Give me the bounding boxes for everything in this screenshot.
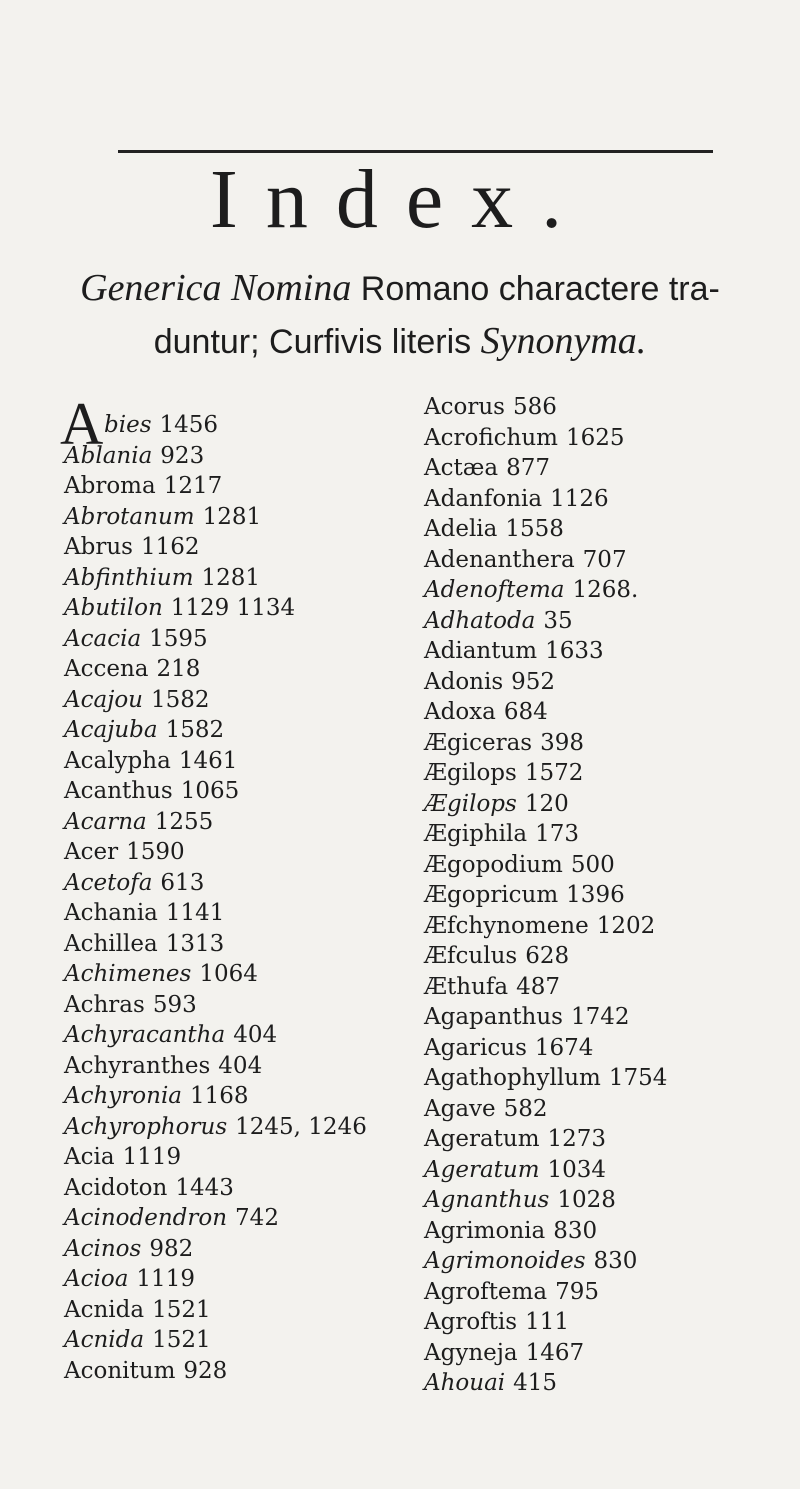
entry-page: 628: [525, 943, 570, 969]
entry-page: 1742: [570, 1004, 630, 1030]
entry-name: Accena: [64, 656, 149, 682]
index-entry: [424, 941, 667, 972]
index-entry: [424, 819, 667, 850]
entry-name: Agathophyllum: [424, 1065, 601, 1091]
entry-name: Acajuba: [64, 717, 158, 743]
entry-page: 415: [513, 1370, 558, 1396]
index-entry: [64, 685, 367, 716]
index-entry: [424, 1033, 667, 1064]
index-entry: [64, 1051, 367, 1082]
index-entry: [64, 624, 367, 655]
entry-page: 404: [233, 1022, 278, 1048]
index-entry: [424, 1002, 667, 1033]
entry-name: bies: [104, 412, 152, 438]
entry-name: Adiantum: [424, 638, 538, 664]
entry-page: 1572: [524, 760, 584, 786]
index-entry: [424, 1155, 667, 1186]
entry-name: Abrotanum: [64, 503, 195, 530]
entry-name: Agroftis: [424, 1309, 518, 1335]
entry-name: Achras: [64, 991, 145, 1018]
entry-page: 830: [553, 1217, 598, 1244]
entry-page: 1245, 1246: [235, 1113, 367, 1140]
entry-name: Acorus: [424, 394, 505, 420]
entry-page: 1582: [165, 717, 225, 743]
entry-page: 684: [503, 699, 548, 725]
entry-page: 1595: [149, 625, 208, 652]
entry-page: 173: [535, 821, 579, 847]
entry-name: Acinodendron: [64, 1205, 228, 1231]
entry-page: 35: [543, 607, 573, 634]
index-entry: [424, 606, 667, 637]
index-column-left: [64, 410, 367, 1386]
entry-page: 1461: [178, 747, 238, 774]
entry-name: Acanthus: [64, 778, 173, 804]
index-entry: [424, 911, 667, 942]
entry-name: Achimenes: [64, 961, 192, 987]
page-title: Index.: [209, 153, 591, 246]
entry-page: 1119: [136, 1266, 195, 1292]
index-entry: [64, 746, 367, 777]
entry-page: 952: [511, 668, 556, 695]
entry-page: 404: [218, 1052, 263, 1079]
entry-name: Actæa: [424, 455, 499, 481]
index-entry: [424, 1246, 667, 1277]
index-entry: [424, 758, 667, 789]
entry-name: Achyracantha: [64, 1022, 226, 1048]
index-entry: [424, 789, 667, 820]
index-entry: [64, 898, 367, 929]
index-entry: [64, 471, 367, 502]
index-entry: [64, 532, 367, 563]
entry-page: 1443: [175, 1174, 234, 1201]
drop-cap: A: [60, 391, 104, 457]
entry-page: 1273: [547, 1126, 607, 1152]
entry-page: 1028: [557, 1187, 616, 1213]
index-entry: [424, 880, 667, 911]
entry-page: 1582: [151, 686, 210, 713]
entry-name: Abutilon: [64, 595, 163, 621]
index-entry: [64, 1203, 367, 1234]
index-entry: [424, 1338, 667, 1369]
entry-page: 586: [512, 394, 557, 420]
subtitle-generic-names: Generica Nomina: [80, 267, 352, 309]
entry-page: 500: [570, 851, 615, 878]
index-entry: [424, 850, 667, 881]
index-entry: [64, 959, 367, 990]
entry-page: 1590: [126, 839, 185, 865]
entry-name: Acetofa: [64, 869, 153, 896]
entry-page: 1065: [180, 778, 240, 804]
index-entry: [64, 715, 367, 746]
entry-name: Acer: [64, 839, 119, 865]
entry-page: 398: [540, 729, 585, 756]
entry-name: Ægopodium: [424, 851, 563, 878]
index-entry: [64, 990, 367, 1021]
entry-page: 218: [156, 656, 201, 682]
entry-page: 830: [593, 1248, 638, 1274]
entry-page: 1064: [199, 961, 258, 987]
entry-page: 1633: [545, 638, 604, 664]
entry-page: 742: [235, 1205, 279, 1231]
entry-page: 877: [506, 455, 550, 481]
entry-name: Agrimonoides: [424, 1248, 586, 1274]
entry-name: Abroma: [64, 473, 156, 499]
index-entry: [424, 728, 667, 759]
index-entry: [424, 1063, 667, 1094]
entry-page: 1521: [152, 1327, 211, 1353]
index-entry: [424, 392, 667, 423]
entry-name: Abfinthium: [64, 564, 194, 591]
entry-name: Adenoftema: [424, 577, 565, 603]
entry-page: 1281: [202, 503, 262, 530]
index-entry: [424, 1216, 667, 1247]
entry-page: 593: [152, 991, 197, 1018]
entry-name: Acinos: [64, 1235, 142, 1262]
index-entry: [424, 1094, 667, 1125]
entry-page: 1168: [190, 1083, 249, 1109]
index-entry: [64, 1081, 367, 1112]
entry-page: 1313: [165, 930, 225, 957]
entry-name: Agave: [424, 1095, 496, 1122]
entry-name: Acrofichum: [424, 424, 558, 451]
entry-page: 923: [160, 442, 205, 469]
index-entry: [64, 654, 367, 685]
entry-name: Achyrophorus: [64, 1113, 228, 1140]
entry-page: 1268.: [572, 577, 639, 603]
entry-page: 795: [555, 1278, 599, 1305]
entry-name: Acacia: [64, 625, 142, 652]
index-entry: [64, 1112, 367, 1143]
entry-page: 1456: [159, 412, 219, 438]
entry-page: 111: [525, 1309, 569, 1335]
entry-page: 982: [149, 1235, 194, 1262]
index-entry: [424, 636, 667, 667]
index-entry: [64, 502, 367, 533]
entry-page: 1467: [525, 1339, 585, 1366]
index-entry: [424, 1368, 667, 1399]
entry-name: Abrus: [64, 534, 133, 560]
index-entry: [64, 776, 367, 807]
index-entry: [64, 1234, 367, 1265]
index-entry: [424, 575, 667, 606]
index-entry: [64, 1142, 367, 1173]
index-entry: [424, 697, 667, 728]
entry-name: Acidoton: [64, 1174, 168, 1201]
entry-name: Æthufa: [424, 973, 509, 1000]
entry-name: Agrimonia: [424, 1217, 546, 1244]
entry-page: 613: [160, 869, 205, 896]
entry-name: Adanfonia: [424, 485, 543, 512]
entry-name: Acnida: [64, 1327, 145, 1353]
entry-name: Ageratum: [424, 1126, 540, 1152]
index-entry: [64, 1295, 367, 1326]
subtitle-text-1: Romano charactere tra-: [351, 270, 720, 308]
index-entry: [424, 1185, 667, 1216]
entry-name: Acnida: [64, 1296, 145, 1323]
entry-name: Agnanthus: [424, 1187, 550, 1213]
entry-page: 1141: [165, 900, 225, 926]
index-entry: [64, 868, 367, 899]
entry-page: 1129 1134: [170, 595, 296, 621]
index-entry: [64, 593, 367, 624]
entry-name: Acalypha: [64, 747, 171, 774]
entry-name: Ageratum: [424, 1156, 540, 1183]
entry-name: Acia: [64, 1144, 115, 1170]
entry-name: Adoxa: [424, 699, 496, 725]
entry-page: 1119: [122, 1144, 182, 1170]
index-entry: [64, 807, 367, 838]
index-column-right: [424, 392, 667, 1399]
entry-page: 1202: [596, 912, 656, 939]
index-entry: [424, 1124, 667, 1155]
subtitle-text-2: duntur; Curfivis literis: [153, 323, 481, 361]
entry-page: 1034: [547, 1156, 607, 1183]
index-entry: [64, 410, 367, 441]
entry-page: 1162: [140, 534, 200, 560]
entry-name: Adonis: [424, 668, 504, 695]
entry-page: 120: [524, 790, 569, 817]
entry-page: 487: [516, 973, 561, 1000]
index-entry: [64, 441, 367, 472]
index-entry: [64, 1020, 367, 1051]
entry-name: Ægiceras: [424, 729, 533, 756]
index-entry: [64, 1264, 367, 1295]
entry-page: 1674: [534, 1034, 594, 1061]
entry-page: 1558: [505, 516, 564, 542]
entry-page: 1126: [550, 485, 609, 512]
index-entry: [64, 837, 367, 868]
entry-page: 928: [183, 1357, 228, 1384]
index-entry: [64, 563, 367, 594]
entry-name: Adhatoda: [424, 607, 536, 634]
page-subtitle: [0, 262, 800, 368]
entry-page: 1754: [608, 1065, 668, 1091]
entry-page: 1396: [566, 882, 625, 908]
entry-name: Achillea: [64, 930, 158, 957]
entry-name: Achania: [64, 900, 158, 926]
entry-name: Agaricus: [424, 1034, 527, 1061]
index-entry: [64, 929, 367, 960]
index-entry: [424, 484, 667, 515]
entry-page: 1625: [566, 424, 625, 451]
index-entry: [64, 1356, 367, 1387]
entry-name: Adenanthera: [424, 546, 575, 573]
entry-name: Acioa: [64, 1266, 129, 1292]
entry-name: Agyneja: [424, 1339, 518, 1366]
index-entry: [424, 545, 667, 576]
entry-name: Acarna: [64, 808, 147, 835]
index-entry: [424, 667, 667, 698]
entry-name: Agapanthus: [424, 1004, 563, 1030]
entry-name: Æfchynomene: [424, 912, 589, 939]
entry-name: Achyronia: [64, 1083, 183, 1109]
entry-name: Ægiphila: [424, 821, 528, 847]
index-entry: [424, 972, 667, 1003]
entry-name: Achyranthes: [64, 1052, 211, 1079]
entry-page: 1255: [154, 808, 214, 835]
entry-page: 582: [503, 1095, 548, 1122]
index-entry: [64, 1173, 367, 1204]
entry-page: 1521: [152, 1296, 211, 1323]
index-entry: [64, 1325, 367, 1356]
entry-page: 707: [582, 546, 627, 573]
entry-name: Aconitum: [64, 1357, 176, 1384]
entry-name: Æfculus: [424, 943, 518, 969]
entry-name: Ægopricum: [424, 882, 559, 908]
index-entry: [424, 1307, 667, 1338]
entry-name: Agroftema: [424, 1278, 548, 1305]
entry-name: Ablania: [64, 442, 153, 469]
index-entry: [424, 514, 667, 545]
entry-name: Adelia: [424, 516, 498, 542]
entry-name: Ahouai: [424, 1370, 506, 1396]
index-entry: [424, 1277, 667, 1308]
entry-name: Ægilops: [424, 790, 517, 817]
entry-page: 1217: [163, 473, 223, 499]
entry-page: 1281: [201, 564, 261, 591]
index-entry: [424, 423, 667, 454]
entry-name: Ægilops: [424, 760, 517, 786]
subtitle-synonyma: Synonyma.: [480, 320, 647, 362]
index-entry: [424, 453, 667, 484]
entry-name: Acajou: [64, 686, 143, 713]
